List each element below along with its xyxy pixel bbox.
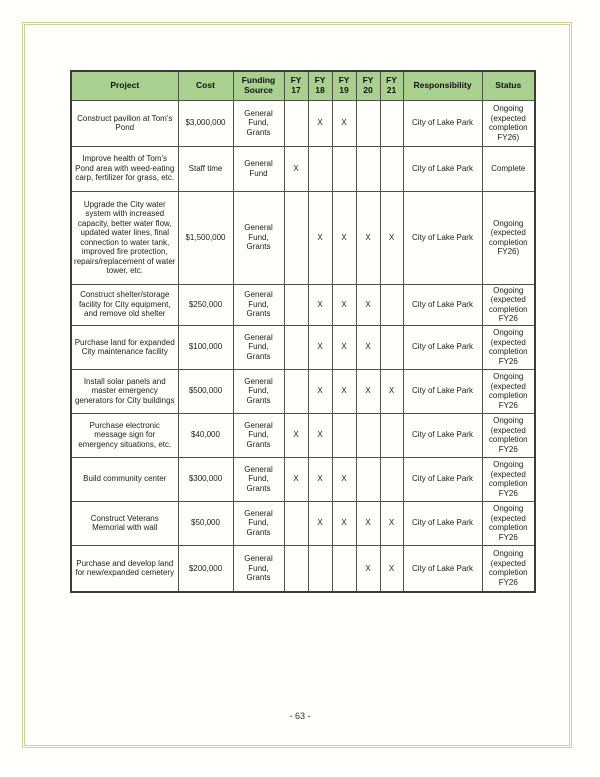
cell-status: Ongoing (expected completion FY26 — [482, 325, 535, 369]
cell-cost: $50,000 — [178, 501, 233, 545]
cell-status: Ongoing (expected completion FY26 — [482, 501, 535, 545]
cell-cost: $1,500,000 — [178, 191, 233, 284]
cell-project: Install solar panels and master emergency generators for City buildings — [71, 369, 178, 413]
cell-fy17 — [284, 545, 308, 592]
cell-fy19: X — [332, 100, 356, 146]
table-row — [71, 284, 535, 325]
cell-fy19: X — [332, 191, 356, 284]
table-row — [71, 501, 535, 545]
header-cost: Cost — [178, 71, 233, 100]
header-responsibility: Responsibility — [403, 71, 482, 100]
cell-responsibility: City of Lake Park — [403, 191, 482, 284]
cell-fy18: X — [308, 501, 332, 545]
cell-funding-source: General Fund, Grants — [233, 369, 284, 413]
cell-cost: $300,000 — [178, 457, 233, 501]
cell-responsibility: City of Lake Park — [403, 325, 482, 369]
cell-fy18: X — [308, 191, 332, 284]
header-status: Status — [482, 71, 535, 100]
table-row — [71, 369, 535, 413]
cell-fy17: X — [284, 146, 308, 191]
cell-fy21 — [380, 457, 403, 501]
cell-fy18: X — [308, 369, 332, 413]
cell-fy20 — [356, 457, 380, 501]
cell-cost: $250,000 — [178, 284, 233, 325]
cell-cost: Staff time — [178, 146, 233, 191]
cell-fy19: X — [332, 457, 356, 501]
header-fy21: FY 21 — [380, 71, 403, 100]
cell-responsibility: City of Lake Park — [403, 146, 482, 191]
cell-status: Ongoing (expected completion FY26 — [482, 545, 535, 592]
header-project: Project — [71, 71, 178, 100]
cell-funding-source: General Fund, Grants — [233, 284, 284, 325]
cell-fy20 — [356, 146, 380, 191]
cell-funding-source: General Fund — [233, 146, 284, 191]
cell-funding-source: General Fund, Grants — [233, 457, 284, 501]
header-funding-source: Funding Source — [233, 71, 284, 100]
cell-status: Ongoing (expected completion FY26 — [482, 457, 535, 501]
cell-status: Ongoing (expected completion FY26 — [482, 413, 535, 457]
cell-fy21: X — [380, 545, 403, 592]
table-row — [71, 191, 535, 284]
cell-project: Construct Veterans Memorial with wall — [71, 501, 178, 545]
cell-cost: $3,000,000 — [178, 100, 233, 146]
cell-project: Build community center — [71, 457, 178, 501]
cell-fy20: X — [356, 284, 380, 325]
cell-status: Ongoing (expected completion FY26 — [482, 284, 535, 325]
cell-fy19: X — [332, 284, 356, 325]
cell-project: Construct pavilion at Tom’s Pond — [71, 100, 178, 146]
cell-fy17: X — [284, 413, 308, 457]
cell-cost: $40,000 — [178, 413, 233, 457]
cell-fy19 — [332, 413, 356, 457]
cell-funding-source: General Fund, Grants — [233, 545, 284, 592]
cell-responsibility: City of Lake Park — [403, 457, 482, 501]
cell-fy17 — [284, 284, 308, 325]
header-fy19: FY 19 — [332, 71, 356, 100]
header-fy18: FY 18 — [308, 71, 332, 100]
cell-fy18 — [308, 146, 332, 191]
cell-funding-source: General Fund, Grants — [233, 100, 284, 146]
cell-cost: $200,000 — [178, 545, 233, 592]
cell-responsibility: City of Lake Park — [403, 369, 482, 413]
cell-project: Purchase and develop land for new/expanded cemetery — [71, 545, 178, 592]
table-row — [71, 413, 535, 457]
cell-fy18 — [308, 545, 332, 592]
cell-fy18: X — [308, 284, 332, 325]
cell-fy19: X — [332, 369, 356, 413]
cell-responsibility: City of Lake Park — [403, 284, 482, 325]
cell-fy20: X — [356, 191, 380, 284]
cell-project: Construct shelter/storage facility for City equipment, and remove old shelter — [71, 284, 178, 325]
cell-fy21 — [380, 325, 403, 369]
cell-fy21 — [380, 284, 403, 325]
table-row — [71, 325, 535, 369]
cell-fy17 — [284, 191, 308, 284]
cell-cost: $100,000 — [178, 325, 233, 369]
table-row — [71, 545, 535, 592]
cell-fy19: X — [332, 501, 356, 545]
cell-fy21 — [380, 146, 403, 191]
cell-fy18: X — [308, 100, 332, 146]
cell-fy20: X — [356, 501, 380, 545]
table-header-row — [71, 71, 535, 100]
cell-fy21 — [380, 100, 403, 146]
cell-project: Purchase electronic message sign for emergency situations, etc. — [71, 413, 178, 457]
table-row — [71, 457, 535, 501]
cell-fy17 — [284, 100, 308, 146]
cell-responsibility: City of Lake Park — [403, 501, 482, 545]
header-fy20: FY 20 — [356, 71, 380, 100]
cell-funding-source: General Fund, Grants — [233, 501, 284, 545]
cell-fy18: X — [308, 457, 332, 501]
capital-projects-table — [70, 70, 536, 593]
cell-fy17 — [284, 369, 308, 413]
cell-funding-source: General Fund, Grants — [233, 413, 284, 457]
cell-funding-source: General Fund, Grants — [233, 191, 284, 284]
cell-fy18: X — [308, 325, 332, 369]
cell-fy20: X — [356, 545, 380, 592]
page-number: - 63 - — [289, 711, 311, 721]
cell-fy19 — [332, 146, 356, 191]
cell-fy21: X — [380, 191, 403, 284]
cell-status: Complete — [482, 146, 535, 191]
cell-status: Ongoing (expected completion FY26) — [482, 191, 535, 284]
cell-fy21: X — [380, 369, 403, 413]
cell-fy17 — [284, 501, 308, 545]
cell-funding-source: General Fund, Grants — [233, 325, 284, 369]
cell-status: Ongoing (expected completion FY26 — [482, 369, 535, 413]
cell-fy19 — [332, 545, 356, 592]
cell-project: Improve health of Tom’s Pond area with weed-eating carp, fertilizer for grass, etc. — [71, 146, 178, 191]
cell-cost: $500,000 — [178, 369, 233, 413]
cell-fy17: X — [284, 457, 308, 501]
cell-project: Upgrade the City water system with increased capacity, better water flow, updated water lines, final connection to water tank, improved fire protection, repairs/replacement of water tower, etc. — [71, 191, 178, 284]
cell-status: Ongoing (expected completion FY26) — [482, 100, 535, 146]
cell-fy20: X — [356, 325, 380, 369]
table-row — [71, 146, 535, 191]
cell-fy20 — [356, 100, 380, 146]
cell-fy20 — [356, 413, 380, 457]
cell-fy19: X — [332, 325, 356, 369]
cell-fy21: X — [380, 501, 403, 545]
cell-project: Purchase land for expanded City maintenance facility — [71, 325, 178, 369]
header-fy17: FY 17 — [284, 71, 308, 100]
cell-fy20: X — [356, 369, 380, 413]
table-row — [71, 100, 535, 146]
cell-fy18: X — [308, 413, 332, 457]
cell-responsibility: City of Lake Park — [403, 545, 482, 592]
cell-responsibility: City of Lake Park — [403, 413, 482, 457]
cell-responsibility: City of Lake Park — [403, 100, 482, 146]
cell-fy21 — [380, 413, 403, 457]
cell-fy17 — [284, 325, 308, 369]
